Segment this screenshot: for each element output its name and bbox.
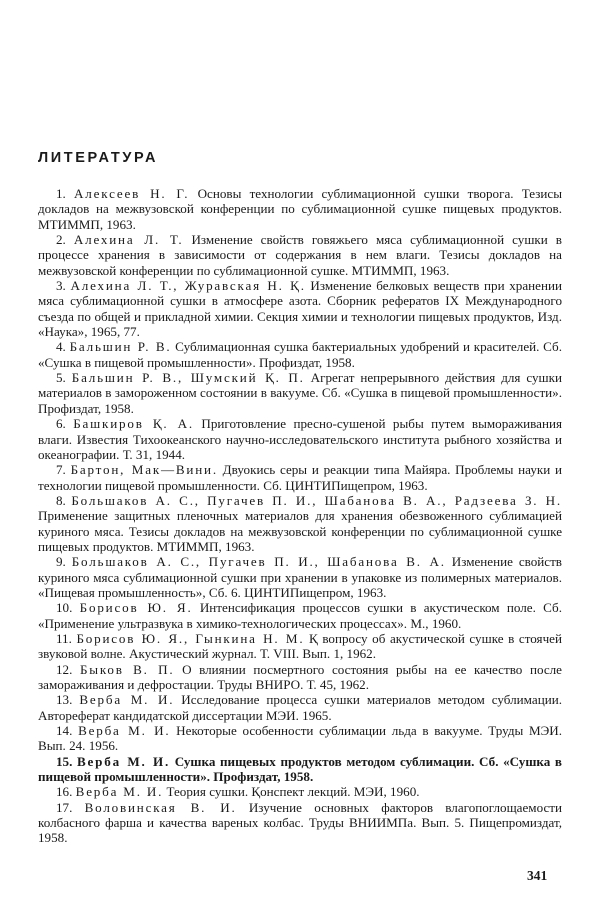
- reference-author: Бальшин Р. В.: [69, 339, 172, 355]
- reference-number: 4.: [56, 339, 66, 355]
- reference-number: 10.: [56, 600, 73, 616]
- reference-text: Применение защитных пленочных материалов для хранения обезвоженного сублимацией куриного мяса. Тезисы докладов на межвузовской конференции по сублимационной сушке пищевых продуктов. МТИММП, 1963.: [38, 508, 562, 554]
- reference-item: [38, 370, 562, 416]
- reference-author: Большаков А. С., Пугачев П. И., Шабанова В. А.: [71, 554, 446, 570]
- reference-item: [38, 784, 562, 799]
- reference-text: Қ вопросу об акустической сушке в стоячей звуковой волне. Акустический журнал. Т. VIII. Вып. 1, 1962.: [38, 630, 562, 662]
- reference-number: 6.: [56, 416, 66, 432]
- reference-item: [38, 186, 562, 232]
- reference-number: 1.: [56, 186, 66, 201]
- reference-number: 15.: [56, 753, 73, 769]
- reference-author: Верба М. И.: [75, 784, 164, 800]
- reference-item: [38, 800, 562, 846]
- reference-author: Верба М. И.: [78, 723, 171, 739]
- reference-author: Бартон, Мак—Вини.: [70, 462, 218, 478]
- reference-text: Изменение свойств куриного мяса сублимационной сушки при хранении в упаковке из полимерных материалов. «Пищевая промышленность», Сб. 6. ЦИНТИПищепром, 1963.: [38, 554, 562, 600]
- reference-text: Агрегат непрерывного действия для сушки материалов в замороженном состоянии в вакууме. Сб. «Сушка в пищевой промышленности». Профиздат, 1958.: [38, 370, 562, 416]
- reference-item: [38, 339, 562, 370]
- reference-text: Сушка пищевых продуктов методом сублимации. Сб. «Сушка в пищевой промышленности». Профиздат, 1958.: [38, 753, 562, 785]
- reference-item: [38, 600, 562, 631]
- reference-item: [38, 754, 562, 785]
- reference-list: [38, 186, 562, 846]
- reference-text: О влиянии посмертного состояния рыбы на ее качество после замораживания и дефростации. Труды ВНИРО. Т. 45, 1962.: [38, 661, 562, 692]
- reference-text: Изменение белковых веществ при хранении мяса сублимационной сушки в атмосфере азота. Сборник рефератов IX Международного съезда по общей и прикладной химии. Секция химии и технологии пищевых продуктов, Изд. «Наука», 1965, 77.: [38, 278, 562, 340]
- reference-number: 11.: [56, 630, 72, 646]
- reference-number: 16.: [56, 784, 73, 800]
- reference-author: Башкиров Қ. А.: [73, 416, 194, 432]
- reference-item: [38, 631, 562, 662]
- reference-text: Двуокись серы и реакции типа Майяра. Проблемы науки и технологии пищевой промышленности. Сб. ЦИНТИПищепром, 1963.: [38, 462, 562, 493]
- reference-number: 17.: [56, 799, 73, 815]
- reference-author: Алехина Л. Т.: [73, 232, 184, 248]
- reference-number: 13.: [56, 692, 73, 708]
- reference-number: 5.: [56, 370, 66, 386]
- reference-author: Алехина Л. Т., Журавская Н. Қ.: [70, 278, 306, 294]
- reference-number: 12.: [56, 661, 73, 677]
- reference-author: Быков В. П.: [79, 661, 175, 677]
- reference-author: Большаков А. С., Пугачев П. И., Шабанова В. А., Радзеева З. Н.: [71, 492, 563, 508]
- reference-number: 7.: [56, 462, 66, 478]
- reference-text: Приготовление пресно-сушеной рыбы путем вымораживания влаги. Известия Тихоокеанского научно-исследовательского института рыбного хозяйства и океанографии. Т. 31, 1944.: [38, 416, 562, 462]
- reference-item: [38, 416, 562, 462]
- reference-item: [38, 723, 562, 754]
- reference-text: Некоторые особенности сублимации льда в вакууме. Труды МЭИ. Вып. 24. 1956.: [38, 723, 563, 754]
- reference-item: [38, 278, 562, 339]
- reference-text: Сублимационная сушка бактериальных удобрений и красителей. Сб. «Сушка в пищевой промышленности». Профиздат, 1958.: [38, 339, 562, 370]
- reference-text: Основы технологии сублимационной сушки творога. Тезисы докладов на межвузовской конференции по сублимационной сушке пищевых продуктов. МТИММП, 1963.: [38, 186, 562, 232]
- reference-item: [38, 692, 562, 723]
- reference-number: 2.: [56, 232, 66, 248]
- page-number: 341: [527, 868, 548, 883]
- reference-author: Борисов Ю. Я.: [79, 600, 193, 616]
- reference-author: Воловинская В. И.: [84, 799, 237, 815]
- reference-number: 3.: [56, 278, 66, 294]
- reference-author: Алексеев Н. Г.: [74, 186, 190, 201]
- reference-text: Изменение свойств говяжьего мяса сублимационной сушки в процессе хранения в зависимости от содержания в нем влаги. Тезисы докладов на межвузовской конференции по сублимационной сушке. МТИММП, 1963.: [38, 232, 562, 278]
- section-heading: ЛИТЕРАТУРА: [38, 150, 159, 166]
- reference-text: Теория сушки. Қонспект лекций. МЭИ, 1960.: [163, 784, 420, 800]
- reference-text: Интенсификация процессов сушки в акустическом поле. Сб. «Применение ультразвука в химико-технологических процессах». М., 1960.: [38, 600, 562, 631]
- reference-item: [38, 493, 562, 554]
- reference-number: 14.: [56, 723, 73, 739]
- reference-author: Верба М. И.: [79, 692, 175, 708]
- reference-text: Исследование процесса сушки материалов методом сублимации. Автореферат кандидатской диссертации МЭИ. 1965.: [38, 692, 562, 723]
- reference-item: [38, 554, 562, 600]
- reference-number: 8.: [56, 492, 66, 508]
- reference-item: [38, 462, 562, 493]
- reference-author: Бальшин Р. В., Шумский Қ. П.: [71, 370, 305, 386]
- reference-author: Борисов Ю. Я., Гынкина Н. М.: [76, 630, 305, 646]
- reference-number: 9.: [56, 554, 66, 570]
- reference-author: Верба М. И.: [77, 753, 171, 769]
- reference-item: [38, 662, 562, 693]
- reference-text: Изучение основных факторов влагопоглощаемости колбасного фарша и качества вареных колбас. Труды ВНИИМПа. Вып. 5. Пищепромиздат, 1958.: [38, 799, 562, 846]
- reference-item: [38, 232, 562, 278]
